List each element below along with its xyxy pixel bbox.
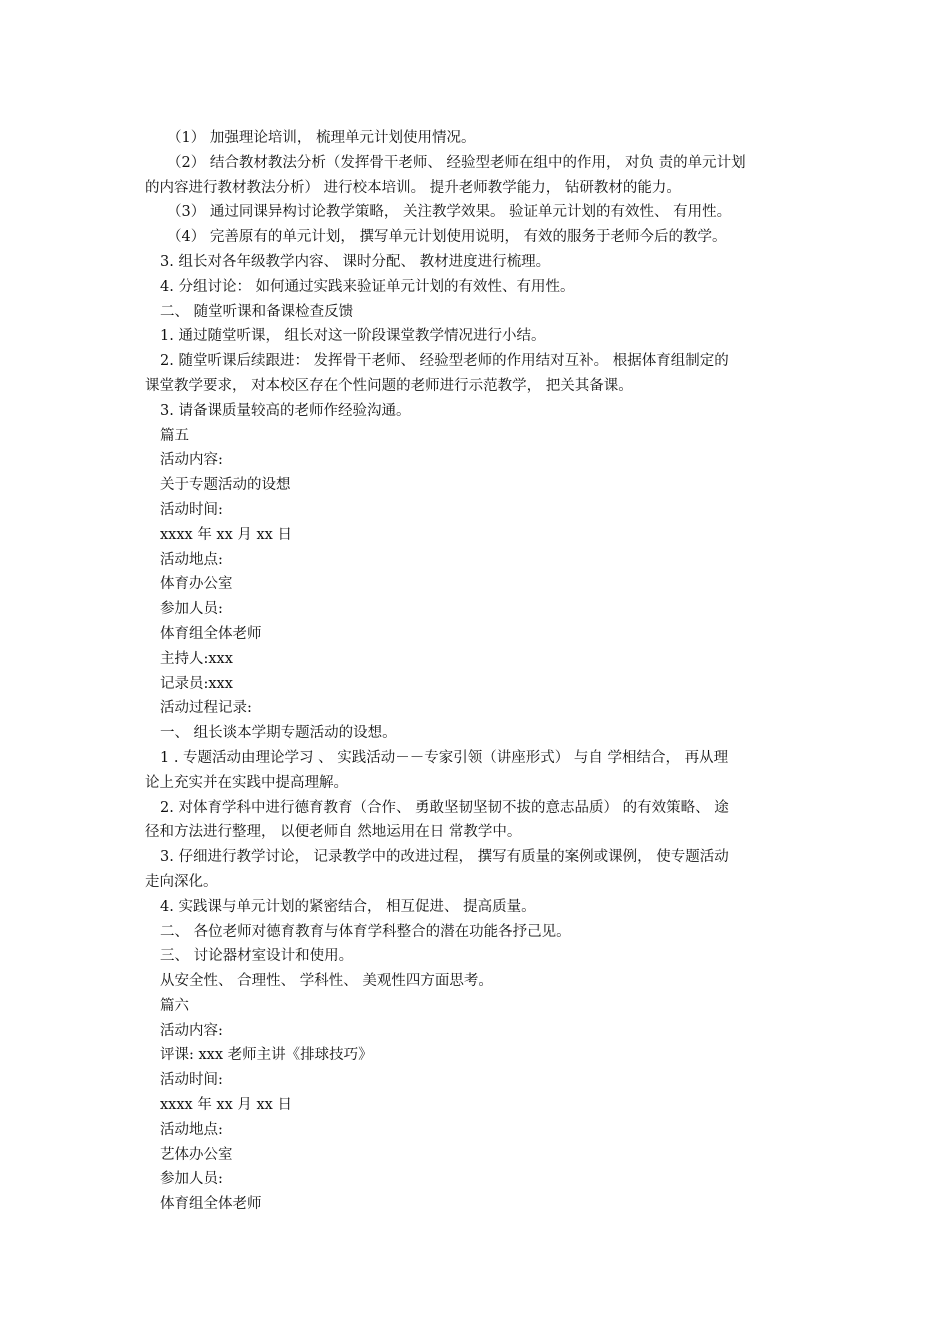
text-line: 1. 通过随堂听课， 组长对这一阶段课堂教学情况进行小结。 xyxy=(160,328,546,345)
text-line: 体育组全体老师 xyxy=(160,1196,262,1213)
text-line: xxxx 年 xx 月 xx 日 xyxy=(160,1097,292,1114)
text-line: 活动内容: xyxy=(160,1022,223,1039)
text-line: （2） 结合教材教法分析（发挥骨干老师、 经验型老师在组中的作用， 对负 责的单元计划 xyxy=(167,154,746,171)
text-line: 径和方法进行整理， 以便老师自 然地运用在日 常教学中。 xyxy=(145,824,522,841)
text-line: 二、 各位老师对德育教育与体育学科整合的潜在功能各抒己见。 xyxy=(160,923,571,940)
text-line: 关于专题活动的设想 xyxy=(160,477,291,494)
text-line: 二、 随堂听课和备课检查反馈 xyxy=(160,303,354,320)
text-line: 体育办公室 xyxy=(160,576,233,593)
text-line: 记录员:xxx xyxy=(160,675,233,692)
text-line: 三、 讨论器材室设计和使用。 xyxy=(160,948,354,965)
text-line: 活动内容: xyxy=(160,452,223,469)
text-line: 1 . 专题活动由理论学习 、 实践活动－－专家引领（讲座形式） 与自 学相结合， 再从理 xyxy=(160,749,729,766)
text-line: 篇五 xyxy=(160,427,189,444)
text-line: 篇六 xyxy=(160,997,189,1014)
text-line: 一、 组长谈本学期专题活动的设想。 xyxy=(160,725,397,742)
text-line: 活动时间: xyxy=(160,501,223,518)
text-line: 4. 实践课与单元计划的紧密结合， 相互促进、 提高质量。 xyxy=(160,898,536,915)
text-line: 主持人:xxx xyxy=(160,650,233,667)
text-line: 参加人员: xyxy=(160,1171,223,1188)
text-line: 3. 仔细进行教学讨论， 记录教学中的改进过程， 撰写有质量的案例或课例， 使专题活动 xyxy=(160,849,729,866)
text-line: 论上充实并在实践中提高理解。 xyxy=(145,774,348,791)
text-line: 的内容进行教材教法分析） 进行校本培训。 提升老师教学能力， 钻研教材的能力。 xyxy=(145,179,681,196)
text-line: 艺体办公室 xyxy=(160,1146,233,1163)
document-body xyxy=(145,126,810,1217)
text-line: 活动地点: xyxy=(160,1121,223,1138)
text-line: 活动过程记录: xyxy=(160,700,252,717)
text-line: 3. 组长对各年级教学内容、 课时分配、 教材进度进行梳理。 xyxy=(160,253,551,270)
text-line: 走向深化。 xyxy=(145,873,218,890)
text-line: （1） 加强理论培训， 梳理单元计划使用情况。 xyxy=(167,130,476,146)
text-line: 3. 请备课质量较高的老师作经验沟通。 xyxy=(160,402,411,419)
text-line: 活动地点: xyxy=(160,551,223,568)
text-line: 从安全性、 合理性、 学科性、 美观性四方面思考。 xyxy=(160,973,493,990)
text-line: （4） 完善原有的单元计划， 撰写单元计划使用说明， 有效的服务于老师今后的教学。 xyxy=(167,229,727,246)
text-line: 参加人员: xyxy=(160,601,223,618)
text-line: xxxx 年 xx 月 xx 日 xyxy=(160,526,292,543)
text-line: （3） 通过同课异构讨论教学策略， 关注教学效果。 验证单元计划的有效性、 有用性。 xyxy=(167,204,732,221)
text-line: 课堂教学要求， 对本校区存在个性问题的老师进行示范教学， 把关其备课。 xyxy=(145,377,633,394)
text-line: 活动时间: xyxy=(160,1072,223,1089)
text-line: 评课: xxx 老师主讲《排球技巧》 xyxy=(160,1047,373,1064)
text-line: 2. 随堂听课后续跟进： 发挥骨干老师、 经验型老师的作用结对互补。 根据体育组制定的 xyxy=(160,353,729,370)
text-line: 体育组全体老师 xyxy=(160,625,262,642)
text-line: 2. 对体育学科中进行德育教育（合作、 勇敢坚韧坚韧不拔的意志品质） 的有效策略、 途 xyxy=(160,799,729,816)
text-line: 4. 分组讨论： 如何通过实践来验证单元计划的有效性、有用性。 xyxy=(160,278,575,295)
